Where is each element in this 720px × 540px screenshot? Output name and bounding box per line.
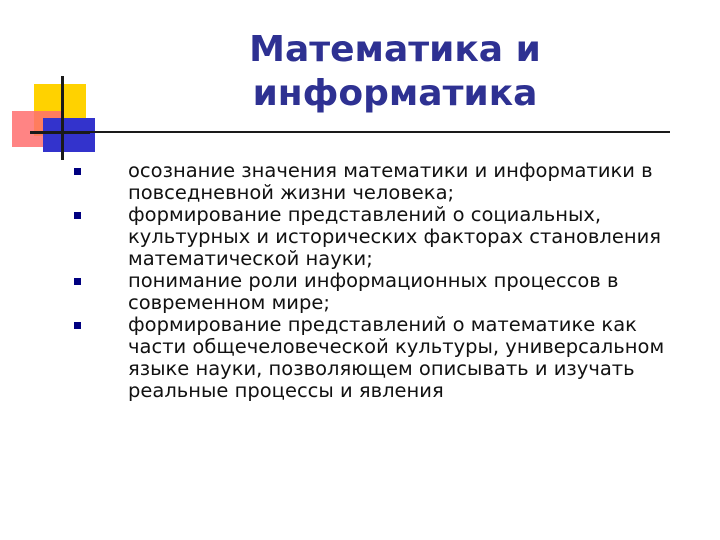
square-bullet-icon [74, 278, 81, 285]
bullet-item [60, 204, 700, 270]
decorative-vertical-line [61, 76, 64, 160]
title-underline-divider [30, 131, 670, 133]
decorative-blue-rectangle [43, 118, 95, 152]
slide-title-line1: Математика и [249, 29, 541, 70]
bullet-list [60, 160, 700, 402]
bullet-text: формирование представлений о математике как части общечеловеческой культуры, универсальном языке науки, позволяющем описывать и изучать реальные процессы и явления [128, 313, 665, 402]
decorative-horizontal-bar [30, 131, 90, 134]
bullet-text: понимание роли информационных процессов в современном мире; [128, 269, 619, 314]
square-bullet-icon [74, 168, 81, 175]
bullet-item [60, 160, 700, 204]
bullet-text: формирование представлений о социальных, культурных и исторических факторах становления математической науки; [128, 203, 662, 270]
bullet-text: осознание значения математики и информатики в повседневной жизни человека; [128, 159, 653, 204]
slide-title [210, 28, 580, 116]
square-bullet-icon [74, 212, 81, 219]
square-bullet-icon [74, 322, 81, 329]
bullet-item [60, 314, 700, 402]
slide-title-line2: информатика [252, 73, 538, 114]
bullet-item [60, 270, 700, 314]
